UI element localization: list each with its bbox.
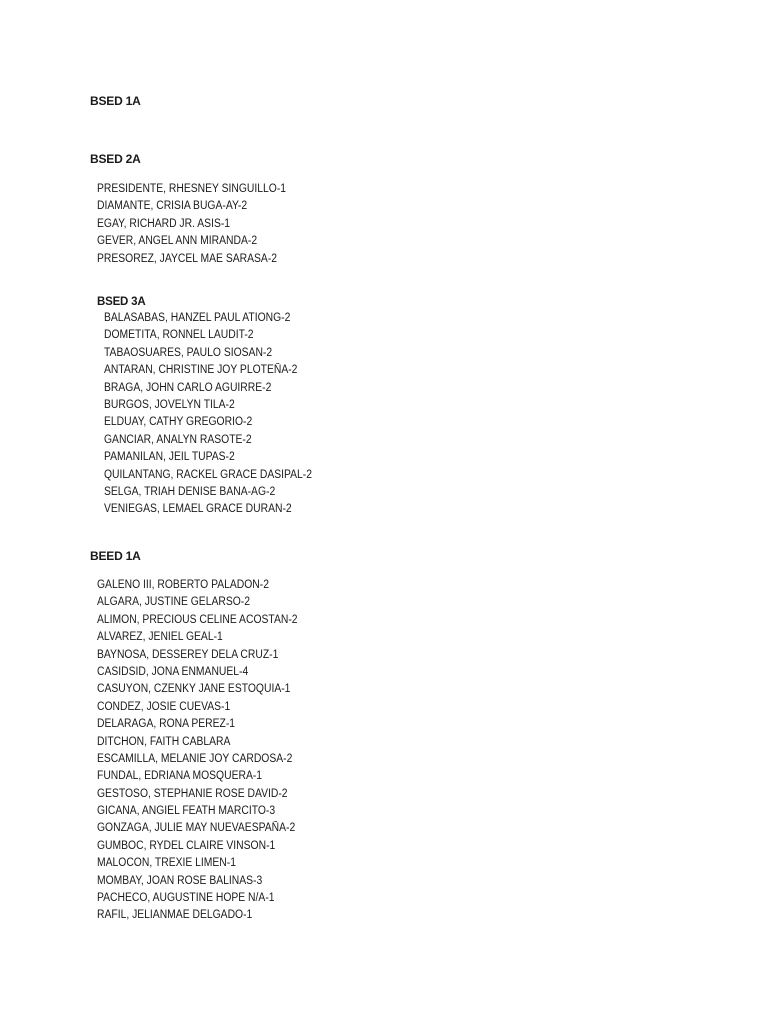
student-entry: GONZAGA, JULIE MAY NUEVAESPAÑA-2 [97,822,296,835]
student-entry: ESCAMILLA, MELANIE JOY CARDOSA-2 [97,752,293,765]
student-entry: QUILANTANG, RACKEL GRACE DASIPAL-2 [104,468,313,481]
student-entry: MOMBAY, JOAN ROSE BALINAS-3 [97,874,263,887]
student-entry: ALVAREZ, JENIEL GEAL-1 [97,631,223,644]
student-entry: PRESIDENTE, RHESNEY SINGUILLO-1 [97,183,287,195]
student-entry: CASIDSID, JONA ENMANUEL-4 [97,665,249,678]
student-entry: GANCIAR, ANALYN RASOTE-2 [104,433,252,446]
student-entry: FUNDAL, EDRIANA MOSQUERA-1 [97,770,263,783]
student-entry: ANTARAN, CHRISTINE JOY PLOTEÑA-2 [104,364,298,377]
section-heading-bsed-1a: BSED 1A [90,94,141,108]
student-list-beed-1a [97,577,320,925]
student-entry: BALASABAS, HANZEL PAUL ATIONG-2 [104,312,291,324]
student-entry: PACHECO, AUGUSTINE HOPE N/A-1 [97,892,275,905]
student-entry: GUMBOC, RYDEL CLAIRE VINSON-1 [97,839,276,852]
student-entry: BURGOS, JOVELYN TILA-2 [104,398,235,411]
student-list-bsed-3a [104,310,335,519]
student-entry: DOMETITA, RONNEL LAUDIT-2 [104,329,254,342]
student-entry: RAFIL, JELIANMAE DELGADO-1 [97,909,253,922]
student-entry: CASUYON, CZENKY JANE ESTOQUIA-1 [97,683,291,696]
student-entry: CONDEZ, JOSIE CUEVAS-1 [97,700,231,713]
student-entry: GEVER, ANGEL ANN MIRANDA-2 [97,235,258,248]
student-entry: GALENO III, ROBERTO PALADON-2 [97,579,269,591]
section-heading-bsed-2a: BSED 2A [90,152,141,166]
student-entry: ALIMON, PRECIOUS CELINE ACOSTAN-2 [97,613,298,626]
section-heading-bsed-3a: BSED 3A [97,296,146,308]
student-entry: DIAMANTE, CRISIA BUGA-AY-2 [97,200,248,213]
student-entry: SELGA, TRIAH DENISE BANA-AG-2 [104,485,276,498]
student-entry: MALOCON, TREXIE LIMEN-1 [97,857,236,870]
student-entry: PAMANILAN, JEIL TUPAS-2 [104,451,235,464]
student-entry: DELARAGA, RONA PEREZ-1 [97,718,236,731]
student-list-bsed-2a [97,181,307,268]
student-entry: DITCHON, FAITH CABLARA [97,735,231,748]
student-entry: ALGARA, JUSTINE GELARSO-2 [97,596,250,609]
student-entry: VENIEGAS, LEMAEL GRACE DURAN-2 [104,503,292,516]
student-entry: ELDUAY, CATHY GREGORIO-2 [104,416,253,429]
student-entry: EGAY, RICHARD JR. ASIS-1 [97,217,231,230]
student-entry: BAYNOSA, DESSEREY DELA CRUZ-1 [97,648,279,661]
student-entry: GICANA, ANGIEL FEATH MARCITO-3 [97,805,276,818]
student-entry: BRAGA, JOHN CARLO AGUIRRE-2 [104,381,272,394]
section-heading-beed-1a: BEED 1A [90,549,141,563]
student-entry: GESTOSO, STEPHANIE ROSE DAVID-2 [97,787,288,800]
student-entry: PRESOREZ, JAYCEL MAE SARASA-2 [97,252,278,265]
student-entry: TABAOSUARES, PAULO SIOSAN-2 [104,346,273,359]
